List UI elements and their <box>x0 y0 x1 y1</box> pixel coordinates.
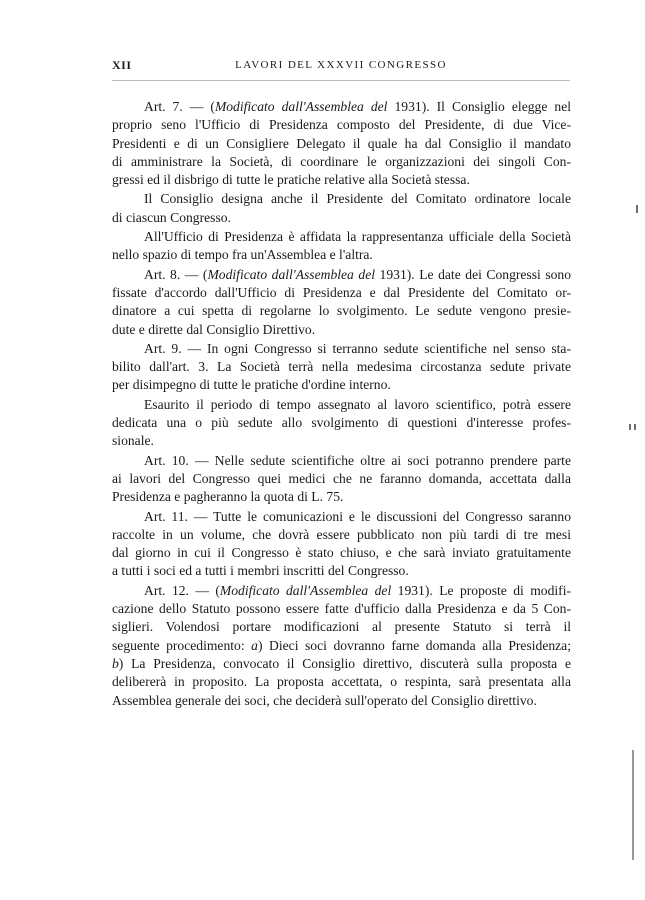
text-line <box>112 432 571 450</box>
text-line <box>112 692 571 710</box>
text-line <box>112 582 571 600</box>
scan-speck <box>634 424 636 430</box>
text-line <box>112 673 571 691</box>
text-run: Art. 9. — In ogni Congresso si terranno sedute scientifiche nel senso sta- <box>144 340 571 356</box>
italic-text: Modificato dall'Assemblea del <box>219 582 392 598</box>
italic-text: b <box>112 655 119 671</box>
text-line <box>112 190 571 208</box>
running-header <box>112 58 570 78</box>
text-run: per disimpegno di tutte le pratiche d'ordine interno. <box>112 377 391 393</box>
text-run: All'Ufficio di Presidenza è affidata la rappresentanza ufficiale della Società <box>144 229 571 245</box>
page-number: XII <box>112 58 132 72</box>
text-line <box>112 562 571 580</box>
text-run: Art. 7. — ( <box>144 99 215 114</box>
text-line <box>112 98 571 116</box>
text-run: raccolte in un volume, che dovrà essere pubblicato non più tardi di tre mesi <box>112 526 571 542</box>
text-line <box>112 302 571 320</box>
scan-speck <box>636 205 638 213</box>
text-run: sionale. <box>112 433 154 449</box>
text-line <box>112 153 571 171</box>
text-run: delibererà in proposito. La proposta accettata, o respinta, sarà presentata alla <box>112 674 571 690</box>
text-line <box>112 209 571 227</box>
text-run: proprio seno l'Ufficio di Presidenza composto del Presidente, di due Vice- <box>112 117 571 133</box>
text-line <box>112 452 571 470</box>
text-line <box>112 508 571 526</box>
text-line <box>112 228 571 246</box>
text-run: dedicata una o più sedute allo svolgimento di questioni d'interesse profes- <box>112 415 571 431</box>
scan-edge-mark <box>632 750 634 860</box>
text-run: fissate d'accordo dall'Ufficio di Presidenza e dal Presidente del Comitato or- <box>112 284 571 300</box>
text-line <box>112 470 571 488</box>
text-line <box>112 488 571 506</box>
text-line <box>112 116 571 134</box>
text-line <box>112 396 571 414</box>
text-run: Art. 11. — Tutte le comunicazioni e le discussioni del Congresso saranno <box>144 508 571 524</box>
text-run: siglieri. Volendosi portare modificazioni al presente Statuto si terrà il <box>112 619 571 635</box>
text-run: Art. 12. — ( <box>144 582 220 598</box>
text-line <box>112 246 571 264</box>
italic-text: a <box>251 637 258 653</box>
text-run: cazione dello Statuto possono essere fatte d'ufficio dalla Presidenza e da 5 Con- <box>112 601 571 617</box>
text-run: Art. 8. — ( <box>144 266 208 282</box>
header-rule <box>112 80 570 81</box>
text-run: dinatore a cui spetta di regolarne lo svolgimento. Le sedute vengono presie- <box>112 303 571 319</box>
italic-text: Modificato dall'Assemblea del <box>214 99 388 114</box>
text-line <box>112 544 571 562</box>
text-line <box>112 655 571 673</box>
text-run: ) Dieci soci dovranno farne domanda alla Presidenza; <box>257 637 571 653</box>
text-run: 1931). Le date dei Congressi sono <box>375 266 572 282</box>
text-line <box>112 340 571 358</box>
italic-text: Modificato dall'Assemblea del <box>207 266 376 282</box>
running-head-title: LAVORI DEL XXXVII CONGRESSO <box>235 59 447 71</box>
text-line <box>112 600 571 618</box>
text-line <box>112 135 571 153</box>
text-run: Il Consiglio designa anche il Presidente del Comitato ordinatore locale <box>144 191 571 207</box>
text-run: dute e dirette dal Consiglio Direttivo. <box>112 321 316 337</box>
text-run: a tutti i soci ed a tutti i membri inscritti del Congresso. <box>112 563 409 579</box>
text-run: 1931). Il Consiglio elegge nel <box>387 99 572 114</box>
text-run: dal giorno in cui il Congresso è stato chiuso, e che sarà inviato gratuitamente <box>112 545 571 561</box>
text-run: seguente procedimento: <box>112 637 252 653</box>
text-run: Art. 10. — Nelle sedute scientifiche oltre ai soci potranno prendere parte <box>144 452 571 468</box>
text-run: Assemblea generale dei soci, che deciderà sull'operato del Consiglio direttivo. <box>112 692 537 708</box>
text-line <box>112 358 571 376</box>
text-line <box>112 414 571 432</box>
text-run: Presidenti e di un Consigliere Delegato il quale ha dal Consiglio il mandato <box>112 135 571 151</box>
text-line <box>112 526 571 544</box>
text-line <box>112 266 571 284</box>
text-line <box>112 618 571 636</box>
text-run: ai lavori del Congresso quei medici che ne faranno domanda, accettata dalla <box>112 470 571 486</box>
text-line <box>112 376 571 394</box>
text-line <box>112 637 571 655</box>
text-line <box>112 171 571 189</box>
text-run: bilito dall'art. 3. La Società terrà nella medesima circostanza sedute private <box>112 359 571 375</box>
text-run: di amministrare la Società, di coordinare le organizzazioni dei singoli Con- <box>112 153 571 169</box>
text-run: Esaurito il periodo di tempo assegnato al lavoro scientifico, potrà essere <box>144 396 571 412</box>
text-run: gressi ed il disbrigo di tutte le pratiche relative alla Società stessa. <box>112 172 470 188</box>
text-run: ) La Presidenza, convocato il Consiglio direttivo, discuterà sulla proposta e <box>118 655 571 671</box>
text-run: nello spazio di tempo fra un'Assemblea e l'altra. <box>112 247 373 263</box>
statute-text <box>112 98 571 710</box>
text-run: Presidenza e pagheranno la quota di L. 75. <box>112 489 344 505</box>
text-line <box>112 284 571 302</box>
text-run: 1931). Le proposte di modifi- <box>391 582 571 598</box>
text-line <box>112 321 571 339</box>
text-run: di ciascun Congresso. <box>112 209 231 225</box>
scan-speck <box>629 424 631 430</box>
